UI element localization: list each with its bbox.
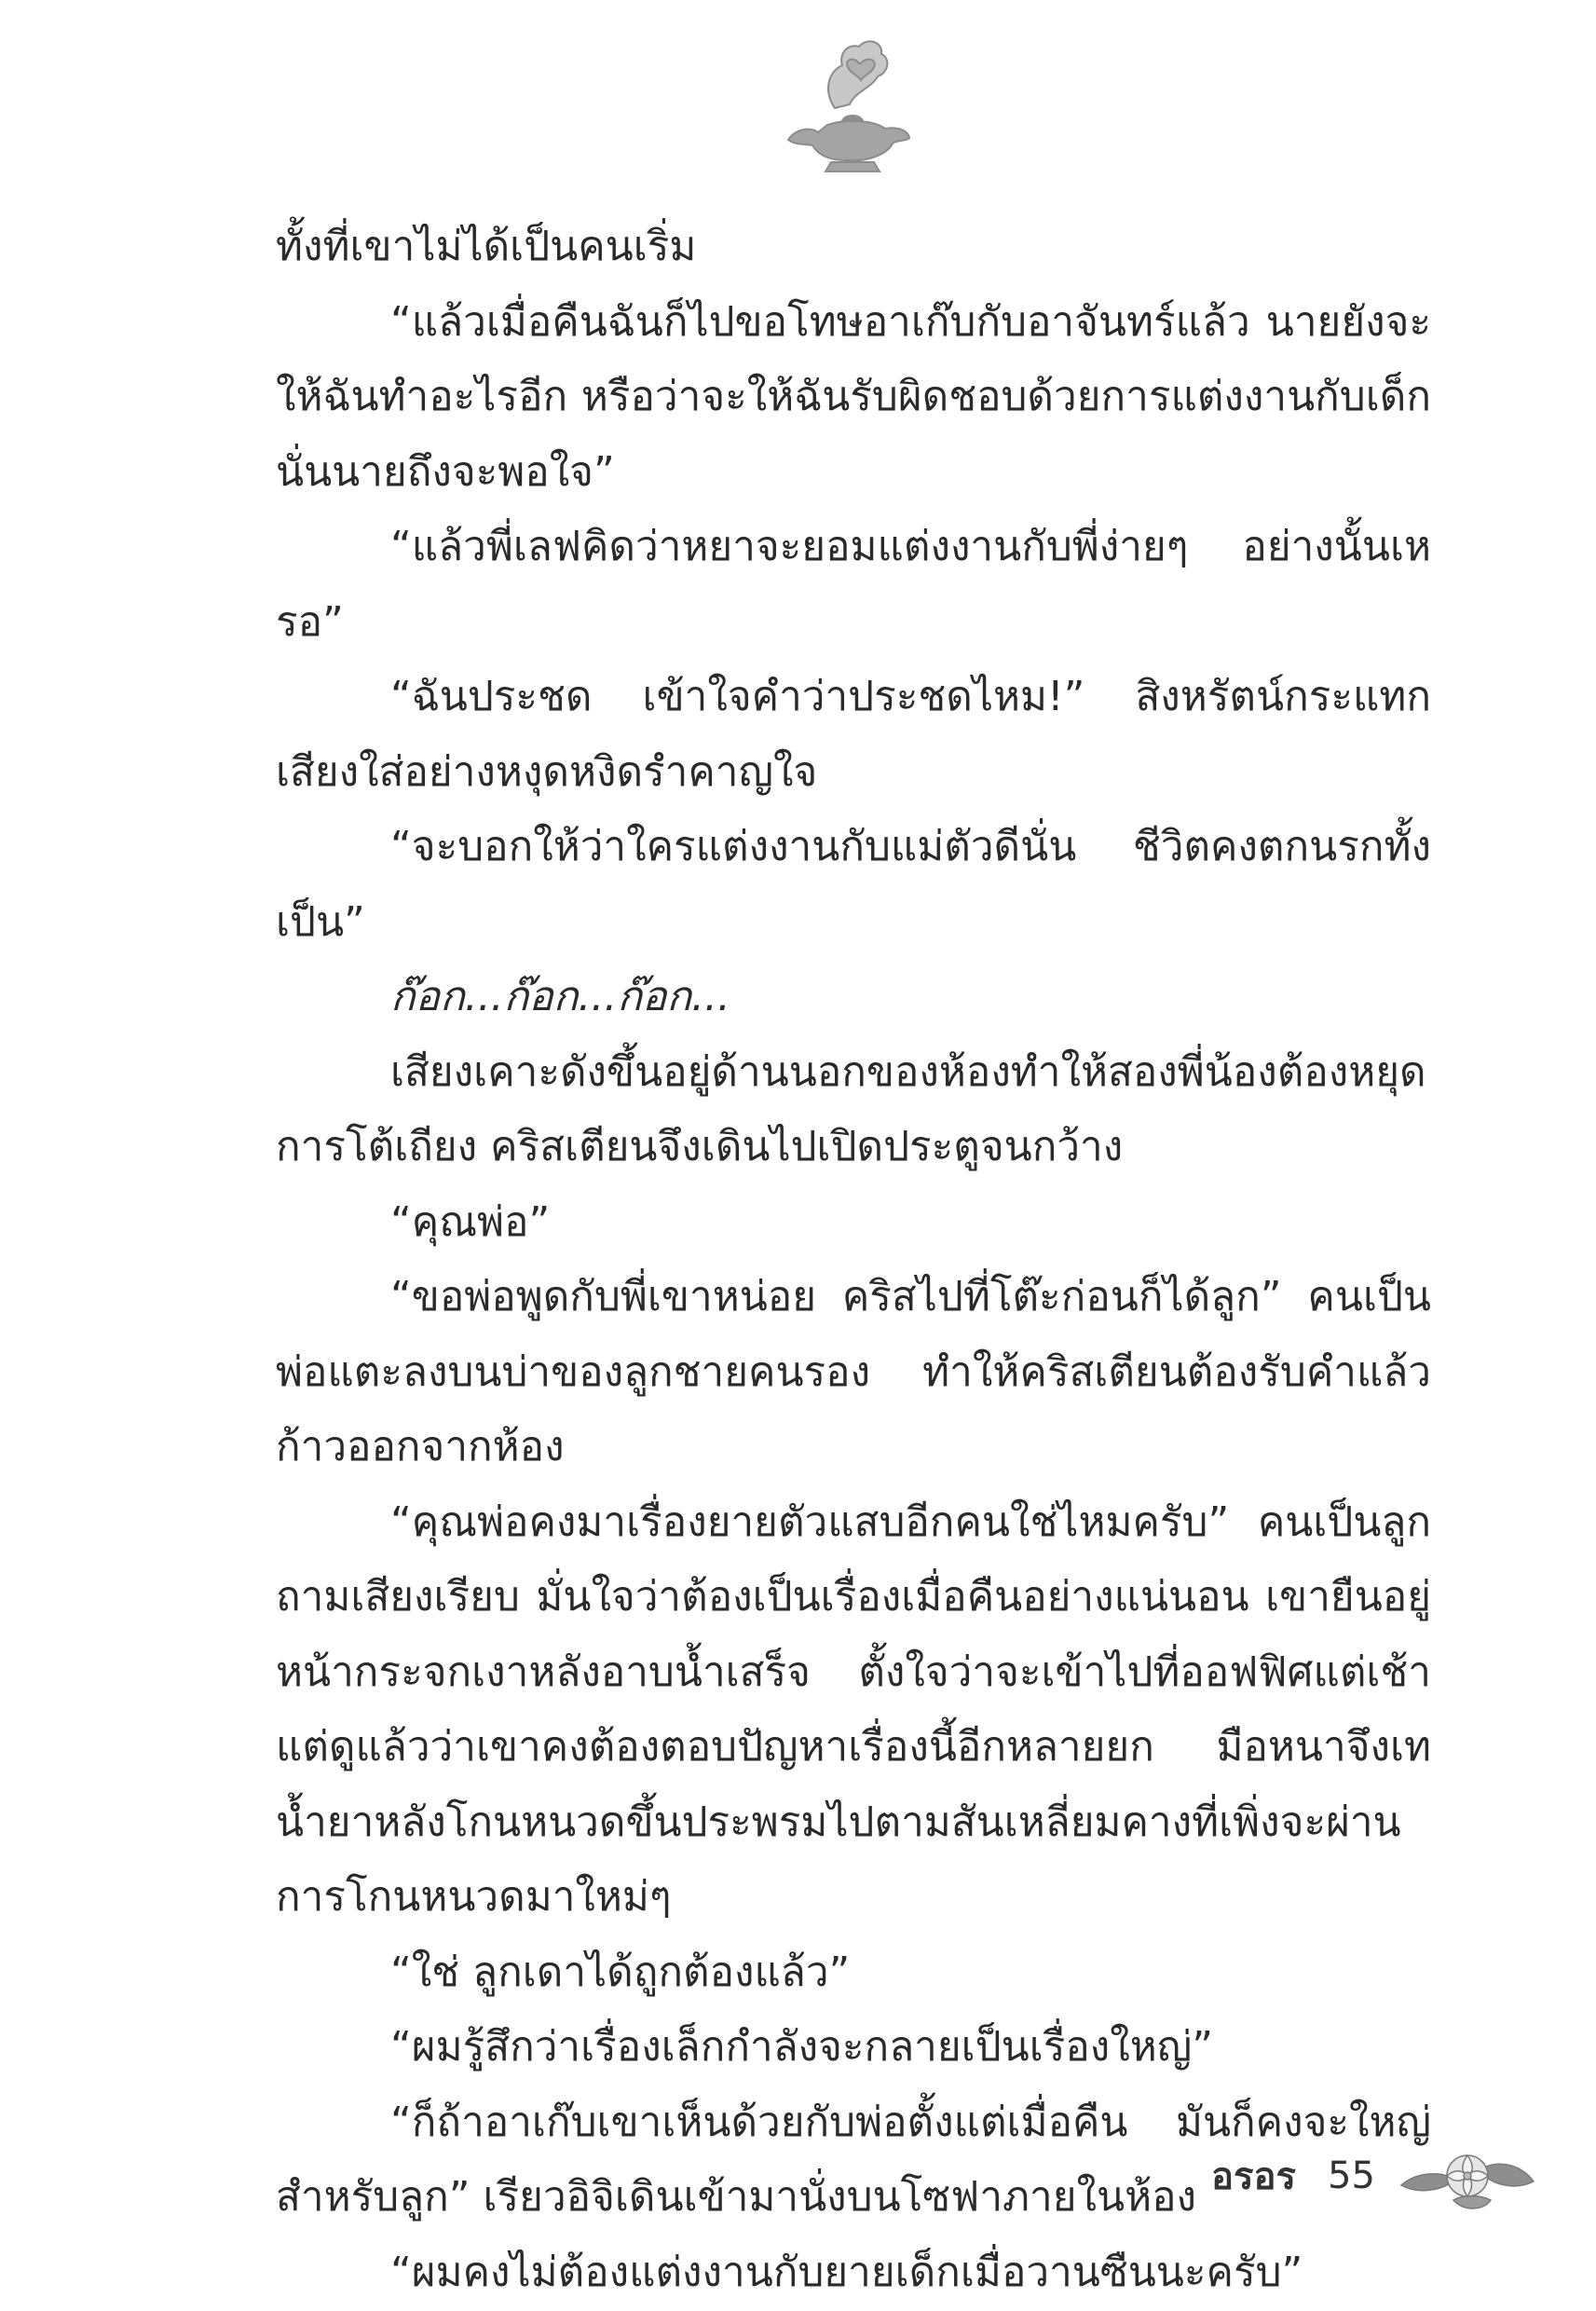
sound-effect-text: ก๊อก...ก๊อก...ก๊อก... (390, 973, 730, 1020)
author-name: อรอร (1211, 2155, 1297, 2198)
paragraph: “ผมคงไม่ต้องแต่งงานกับยายเด็กเมื่อวานซืนนะครับ” (390, 2248, 1303, 2296)
paragraph: “คุณพ่อ” (390, 1197, 551, 1246)
page-footer (1211, 2139, 1537, 2213)
paragraph: “ผมรู้สึกว่าเรื่องเล็กกำลังจะกลายเป็นเรื่องใหญ่” (390, 2023, 1214, 2071)
paragraph: “ขอพ่อพูดกับพี่เขาหน่อย คริสไปที่โต๊ะก่อนก็ได้ลูก” คนเป็นพ่อแตะลงบนบ่าของลูกชายคนรอง ทำให้คริสเตียนต้องรับคำแล้วก้าวออกจากห้อง (276, 1273, 1431, 1470)
paragraph: “แล้วเมื่อคืนฉันก็ไปขอโทษอาเก๊บกับอาจันทร์แล้ว นายยังจะให้ฉันทำอะไรอีก หรือว่าจะให้ฉันรับผิดชอบด้วยการแต่งงานกับเด็กนั่นนายถึงจะพอใจ” (276, 297, 1431, 496)
paragraph: “ใช่ ลูกเดาได้ถูกต้องแล้ว” (390, 1948, 851, 1996)
paragraph: “จะบอกให้ว่าใครแต่งงานกับแม่ตัวดีนั่น ชีวิตคงตกนรกทั้งเป็น” (276, 823, 1431, 946)
genie-lamp-icon (770, 35, 919, 175)
page-number: 55 (1328, 2154, 1375, 2197)
paragraph: เสียงเคาะดังขึ้นอยู่ด้านนอกของห้องทำให้สองพี่น้องต้องหยุดการโต้เถียง คริสเตียนจึงเดินไปเปิดประตูจนกว้าง (276, 1047, 1426, 1170)
body-text (276, 210, 1431, 2310)
jasmine-flower-icon (1398, 2139, 1537, 2213)
paragraph: “ฉันประชด เข้าใจคำว่าประชดไหม!” สิงหรัตน์กระแทกเสียงใส่อย่างหงุดหงิดรำคาญใจ (276, 673, 1431, 796)
paragraph: “แล้วพี่เลฟคิดว่าหยาจะยอมแต่งงานกับพี่ง่ายๆ อย่างนั้นเหรอ” (276, 523, 1431, 646)
paragraph: “ก็ถ้าอาเก๊บเขาเห็นด้วยกับพ่อตั้งแต่เมื่อคืน มันก็คงจะใหญ่สำหรับลูก” เรียวอิจิเดินเข้ามานั่งบนโซฟาภายในห้อง (276, 2098, 1431, 2221)
paragraph: “คุณพ่อคงมาเรื่องยายตัวแสบอีกคนใช่ไหมครับ” คนเป็นลูกถามเสียงเรียบ มั่นใจว่าต้องเป็นเรื่องเมื่อคืนอย่างแน่นอน เขายืนอยู่หน้ากระจกเงาหลังอาบน้ำเสร็จ ตั้งใจว่าจะเข้าไปที่ออฟฟิศแต่เช้า แต่ดูแล้วว่าเขาคงต้องตอบปัญหาเรื่องนี้อีกหลายยก มือหนาจึงเทน้ำยาหลังโกนหนวดขึ้นประพรมไปตามสันเหลี่ยมคางที่เพิ่งจะผ่านการโกนหนวดมาใหม่ๆ (276, 1497, 1431, 1921)
paragraph: ทั้งที่เขาไม่ได้เป็นคนเริ่ม (276, 223, 697, 270)
